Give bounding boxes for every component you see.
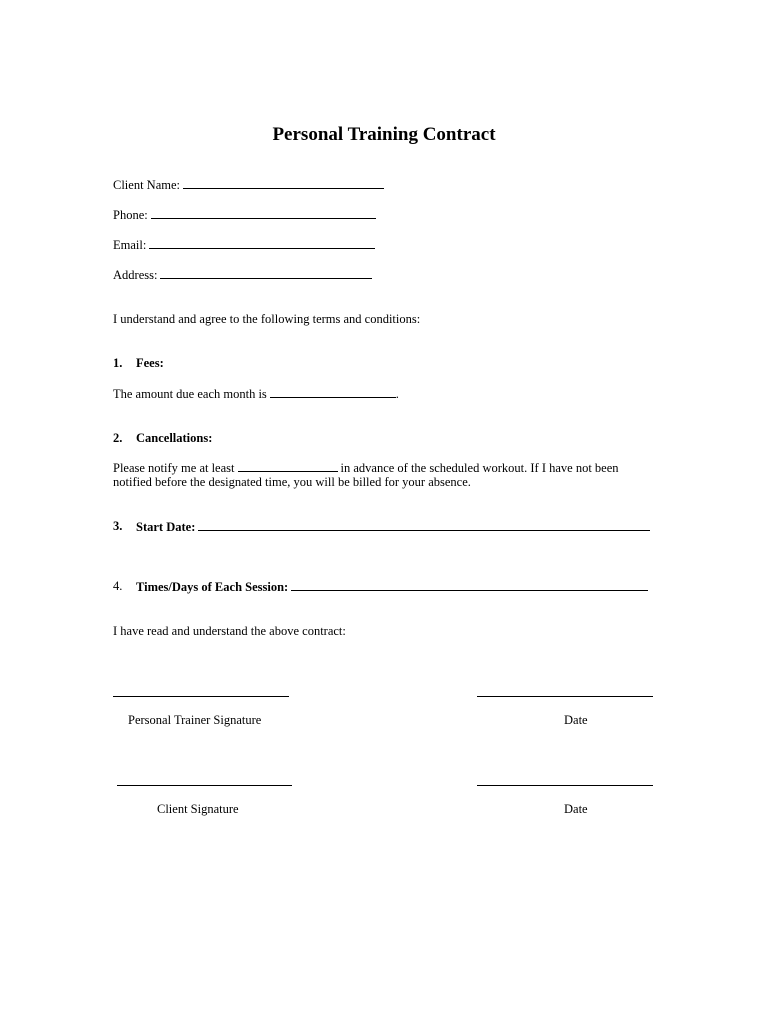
email-label: Email:: [113, 238, 147, 252]
client-signature-line[interactable]: [117, 785, 292, 786]
page-title: Personal Training Contract: [272, 124, 496, 145]
fees-text: [113, 386, 399, 402]
cancellations-text-before: Please notify me at least: [113, 461, 235, 475]
fees-text-after: .: [395, 387, 399, 401]
times-row: [136, 579, 648, 595]
cancellations-line-2: notified before the designated time, you will be billed for your absence.: [113, 475, 471, 489]
email-blank[interactable]: [149, 237, 375, 249]
trainer-signature-label: Personal Trainer Signature: [128, 713, 262, 727]
times-number: 4.: [113, 579, 123, 593]
fees-amount-blank[interactable]: [270, 386, 396, 398]
phone-label: Phone:: [113, 208, 148, 222]
address-blank[interactable]: [160, 267, 372, 279]
cancellations-line-1: [113, 460, 619, 476]
client-name-label: Client Name:: [113, 178, 180, 192]
cancellation-notice-blank[interactable]: [238, 460, 338, 472]
intro-text: I understand and agree to the following terms and conditions:: [113, 312, 421, 326]
email-row: [113, 237, 375, 253]
address-row: [113, 267, 372, 283]
start-date-heading: Start Date:: [136, 520, 196, 534]
cancellations-text-after: in advance of the scheduled workout. If I have not been: [340, 461, 619, 475]
start-date-row: [136, 519, 650, 535]
fees-number: 1.: [113, 356, 123, 370]
times-blank[interactable]: [291, 579, 648, 591]
client-date-label: Date: [564, 802, 588, 816]
client-name-row: [113, 177, 384, 193]
cancellations-heading: Cancellations:: [136, 431, 213, 445]
fees-heading: Fees:: [136, 356, 164, 370]
trainer-date-line[interactable]: [477, 696, 653, 697]
phone-row: [113, 207, 376, 223]
fees-text-before: The amount due each month is: [113, 387, 267, 401]
acknowledgement-text: I have read and understand the above contract:: [113, 624, 346, 638]
trainer-date-label: Date: [564, 713, 588, 727]
cancellations-number: 2.: [113, 431, 123, 445]
client-name-blank[interactable]: [183, 177, 384, 189]
phone-blank[interactable]: [151, 207, 376, 219]
start-date-blank[interactable]: [198, 519, 650, 531]
address-label: Address:: [113, 268, 158, 282]
start-date-number: 3.: [113, 519, 123, 533]
client-date-line[interactable]: [477, 785, 653, 786]
trainer-signature-line[interactable]: [113, 696, 289, 697]
client-signature-label: Client Signature: [157, 802, 239, 816]
times-heading: Times/Days of Each Session:: [136, 580, 289, 594]
